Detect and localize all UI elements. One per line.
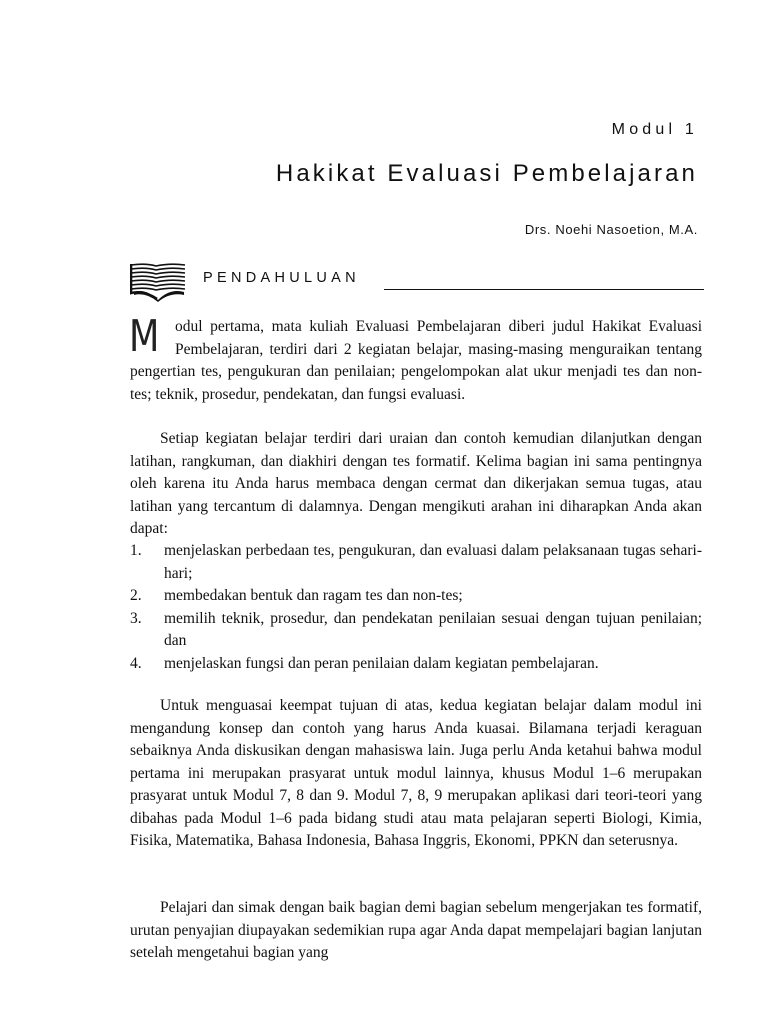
list-item-text: membedakan bentuk dan ragam tes dan non-tes;: [164, 587, 463, 604]
list-item: [130, 653, 702, 676]
study-advice-paragraph: Pelajari dan simak dengan baik bagian demi bagian sebelum mengerjakan tes formatif, urutan penyajian diupayakan sedemikian rupa agar Anda dapat mempelajari bagian lanjutan setelah mengetahui bagian yang: [130, 899, 702, 961]
list-item-number: 4.: [130, 654, 142, 672]
open-book-icon: [130, 262, 186, 302]
intro-paragraph: [129, 311, 702, 406]
module-title: Hakikat Evaluasi Pembelajaran: [275, 160, 698, 187]
list-item: [130, 585, 702, 608]
prerequisite-paragraph: Untuk menguasai keempat tujuan di atas, kedua kegiatan belajar dalam modul ini mengandung konsep dan contoh yang harus Anda kuasai. Bilamana terjadi keraguan sebaiknya Anda diskusikan dengan mahasiswa lain. Juga perlu Anda ketahui bahwa modul pertama ini merupakan prasyarat untuk modul lainnya, khusus Modul 1–6 merupakan prasyarat untuk Modul 7, 8 dan 9. Modul 7, 8, 9 merupakan aplikasi dari teori-teori yang dibahas pada Modul 1–6 pada bidang studi atau mata pelajaran seperti Biologi, Kimia, Fisika, Matematika, Bahasa Indonesia, Bahasa Inggris, Ekonomi, PPKN dan seterusnya.: [130, 697, 702, 849]
list-item-number: 1.: [130, 542, 142, 559]
list-item-text: memilih teknik, prosedur, dan pendekatan penilaian sesuai dengan tujuan penilaian; dan: [164, 609, 702, 649]
activities-paragraph: Setiap kegiatan belajar terdiri dari uraian dan contoh kemudian dilanjutkan dengan latihan, rangkuman, dan diakhiri dengan tes formatif. Kelima bagian ini sama pentingnya oleh karena itu Anda harus membaca dengan cermat dan dikerjakan semua tugas, atau latihan yang tercantum di dalamnya. Dengan mengikuti arahan ini diharapkan Anda akan dapat:: [130, 430, 702, 537]
section-heading: PENDAHULUAN: [203, 270, 360, 286]
objectives-list: [130, 540, 702, 675]
list-item: [130, 540, 702, 585]
list-item-text: menjelaskan perbedaan tes, pengukuran, dan evaluasi dalam pelaksanaan tugas sehari-hari;: [164, 542, 702, 582]
author-name: Drs. Noehi Nasoetion, M.A.: [524, 222, 698, 237]
module-number: Modul 1: [611, 121, 698, 138]
list-item-text: menjelaskan fungsi dan peran penilaian dalam kegiatan pembelajaran.: [164, 654, 599, 672]
list-item-number: 2.: [130, 587, 142, 604]
drop-cap: M: [129, 311, 160, 362]
list-item-number: 3.: [130, 609, 142, 627]
list-item: [130, 608, 702, 653]
section-rule: [384, 289, 704, 290]
intro-paragraph-text: odul pertama, mata kuliah Evaluasi Pembelajaran diberi judul Hakikat Evaluasi Pembelajaran, terdiri dari 2 kegiatan belajar, masing-masing menguraikan tentang pengertian tes, pengukuran dan penilaian; pengelompokan alat ukur menjadi tes dan non-tes; teknik, prosedur, pendekatan, dan fungsi evaluasi.: [130, 318, 702, 403]
